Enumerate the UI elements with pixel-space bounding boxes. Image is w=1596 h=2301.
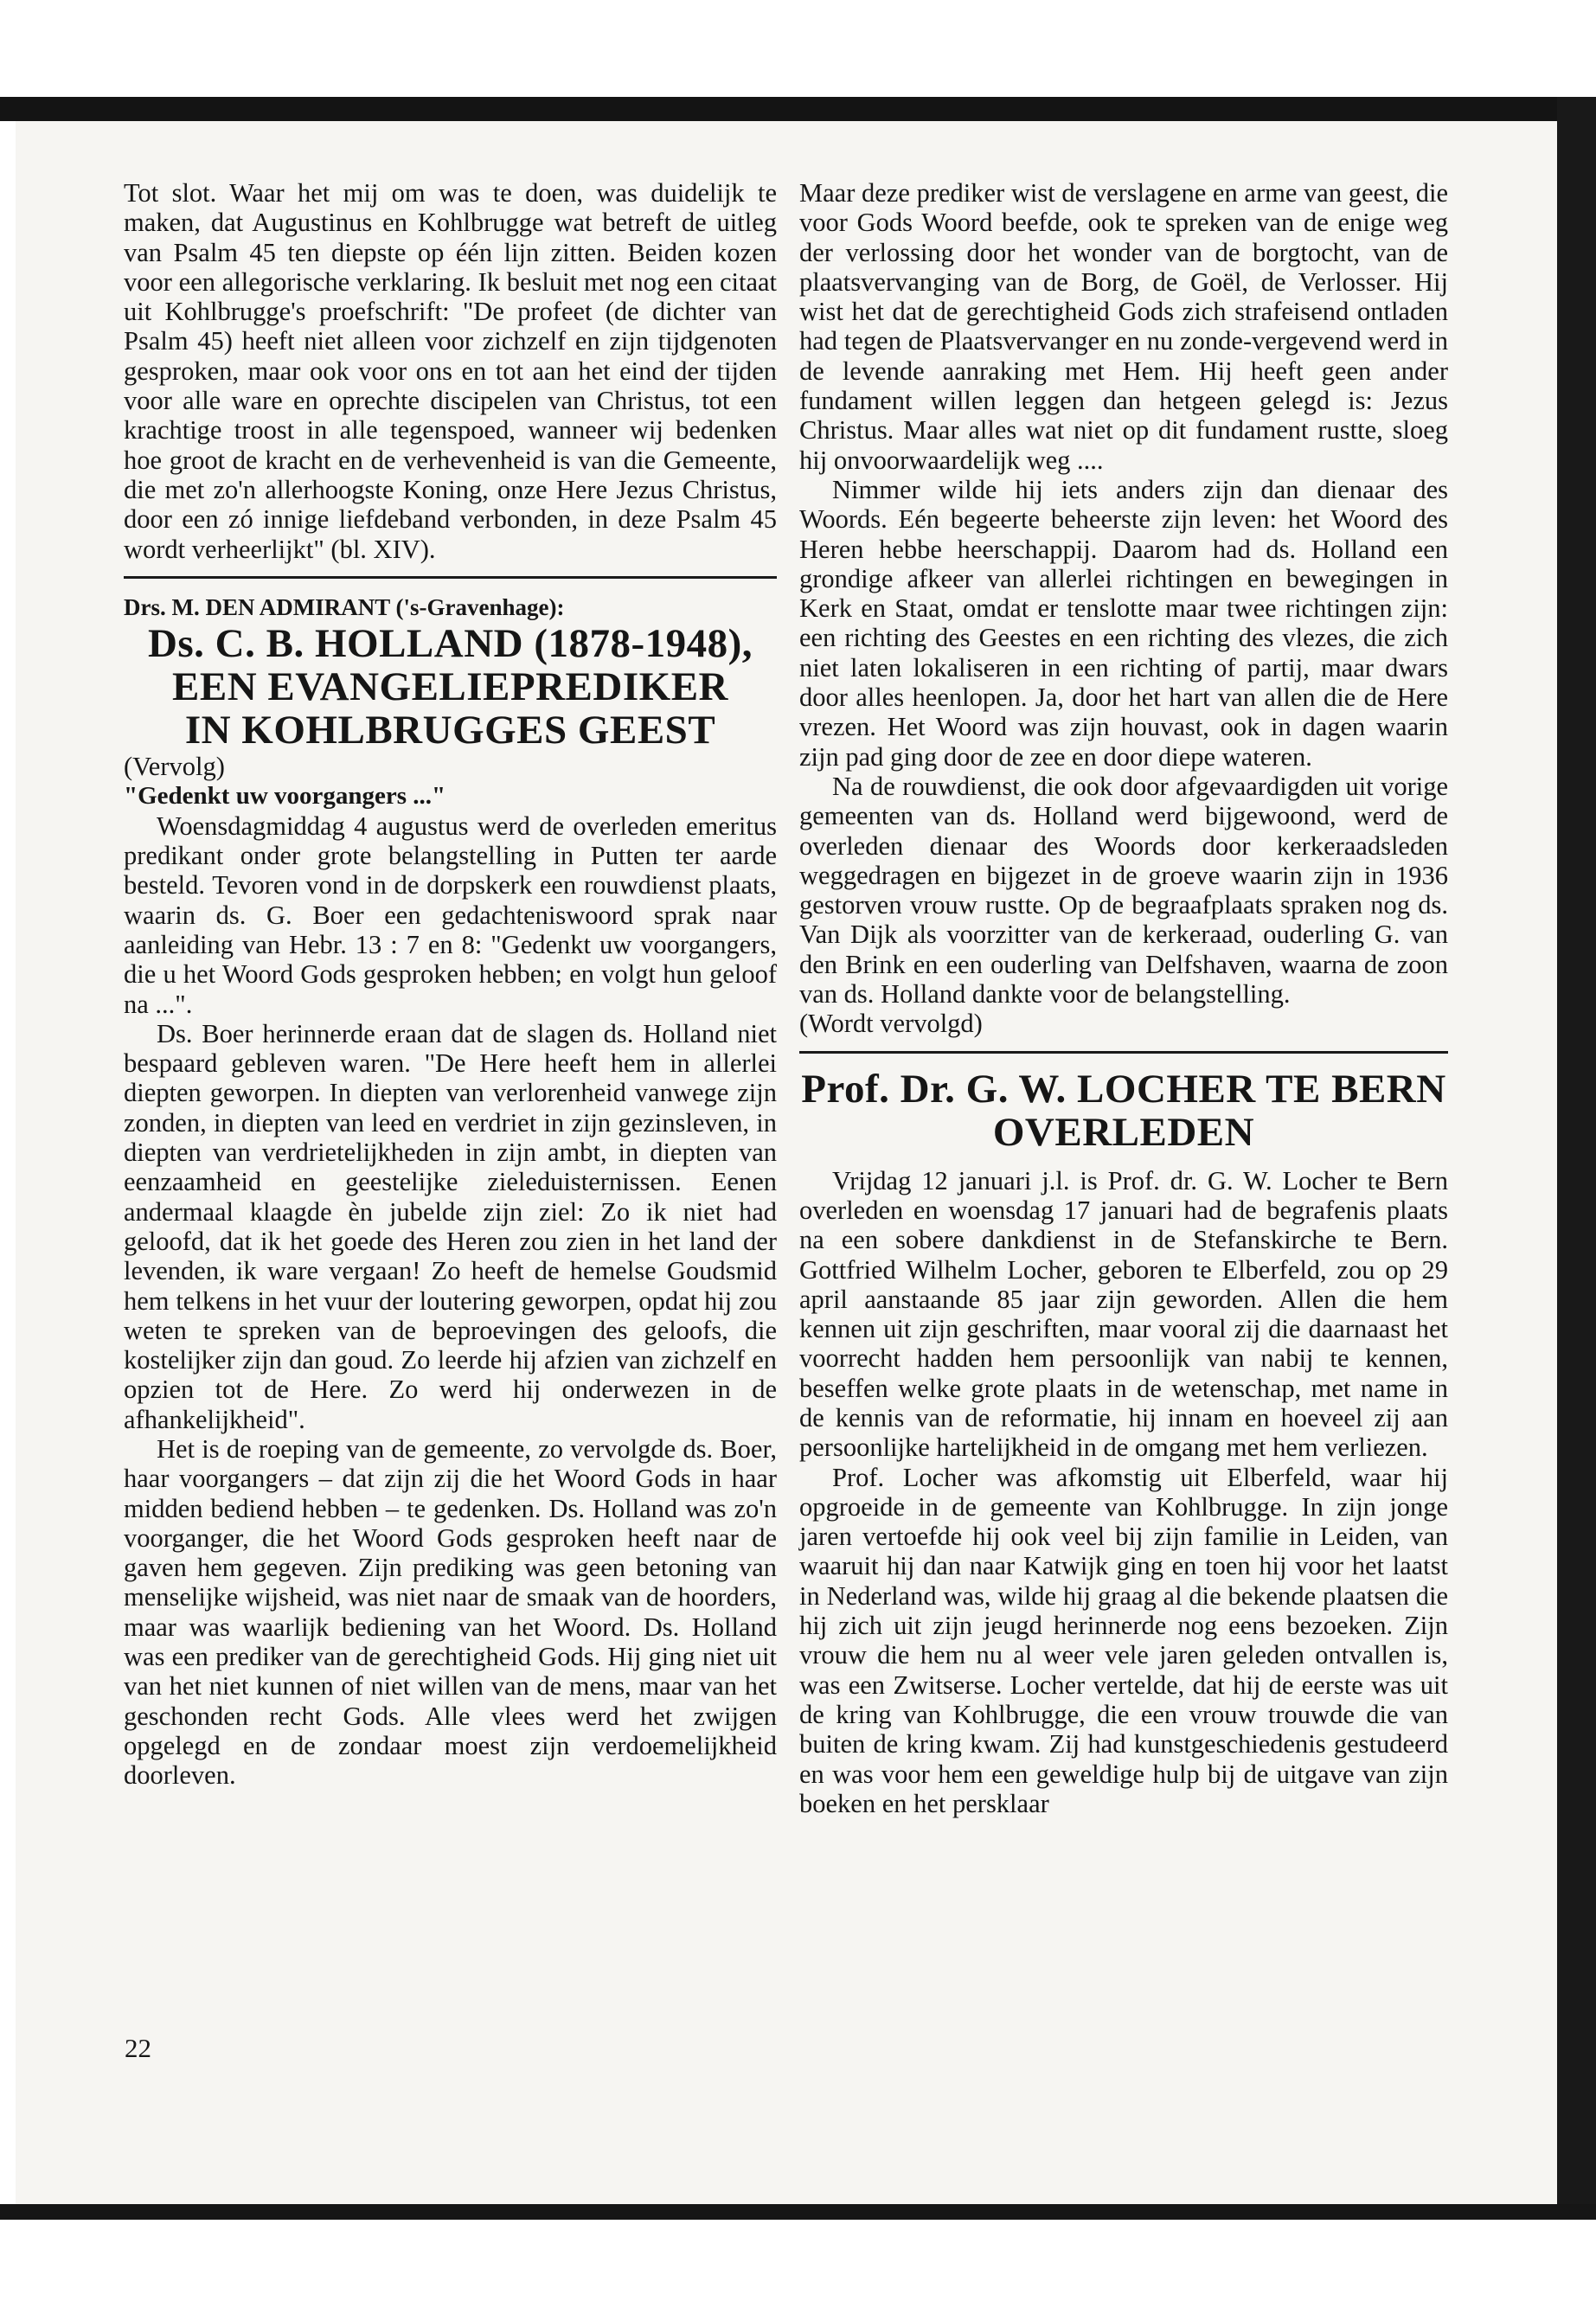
intro-paragraph: Tot slot. Waar het mij om was te doen, was duidelijk te maken, dat Augustinus en Kohlbrugge wat betreft de uitleg van Psalm 45 ten diepste op één lijn zitten. Beiden kozen voor een allegorische verklaring. Ik besluit met nog een citaat uit Kohlbrugge's proefschrift: "De profeet (de dichter van Psalm 45) heeft niet alleen voor zichzelf en zijn tijdgenoten gesproken, maar ook voor ons en tot aan het eind der tijden voor alle ware en oprechte discipelen van Christus, tot een krachtige troost in alle tegenspoed, wanneer wij bedenken hoe groot de kracht en de verhevenheid is van die Gemeente, die met zo'n allerhoogste Koning, onze Here Jezus Christus, door een zó innige liefdeband verbonden, in deze Psalm 45 wordt verheerlijkt" (bl. XIV). [124, 178, 777, 564]
book-page [16, 121, 1557, 2204]
article-subtitle: (Vervolg) [124, 752, 225, 782]
article-title [124, 622, 777, 752]
article-title-line-1: Ds. C. B. HOLLAND (1878-1948), [147, 621, 753, 667]
scan-binding-edge-bottom [0, 2204, 1596, 2220]
body-paragraph: Na de rouwdienst, die ook door afgevaardigden uit vorige gemeenten van ds. Holland werd bijgewoond, werd de overleden dienaar des Woords door kerkeraadsleden weggedragen en bijgezet in de groeve waarin zijn in 1936 gestorven vrouw rustte. Op de begraafplaats spraken nog ds. Van Dijk als voorzitter van de kerkeraad, ouderling G. van den Brink en een ouderling van Delfshaven, waarna de zoon van ds. Holland dankte voor de belangstelling. [799, 771, 1448, 1009]
article-2-title-line-1: Prof. Dr. G. W. LOCHER TE BERN [801, 1066, 1446, 1112]
author-line: Drs. M. DEN ADMIRANT ('s-Gravenhage): [124, 593, 565, 620]
section-divider [799, 1051, 1448, 1054]
body-paragraph: Vrijdag 12 januari j.l. is Prof. dr. G. W. Locher te Bern overleden en woensdag 17 januari had de begrafenis plaats na een sobere dankdienst in de Stefanskirche te Bern. Gottfried Wilhelm Locher, geboren te Elberfeld, zou op 29 april aanstaande 85 jaar zijn geworden. Allen die hem kennen uit zijn geschriften, maar vooral zij die daarnaast het voorrecht hadden hem persoonlijk van nabij te kennen, beseffen welke grote plaats in de wetenschap, met name in de kennis van de reformatie, hij innam en hoeveel zij aan persoonlijke hartelijkheid in de omgang met hem verliezen. [799, 1165, 1448, 1463]
article-2-title-line-2: OVERLEDEN [992, 1109, 1255, 1155]
article-title-line-3: IN KOHLBRUGGES GEEST [184, 708, 716, 753]
body-paragraph: Ds. Boer herinnerde eraan dat de slagen ds. Holland niet bespaard gebleven waren. "De Here heeft hem in allerlei diepten geworpen. In diepten van verlorenheid vanwege zijn zonden, in diepten van leed en verdriet in zijn gezinsleven, in diepten van verdrietelijkheden in zijn ambt, in diepten van eenzaamheid en geestelijke zieleduisternissen. Eenen andermaal klaagde èn jubelde zijn ziel: Zo ik niet had geloofd, dat ik het goede des Heren zou zien in het land der levenden, ik ware vergaan! Zo heeft de hemelse Goudsmid hem telkens in het vuur der loutering geworpen, opdat hij zou weten te spreken van de beproevingen des geloofs, die kostelijker zijn dan goud. Zo leerde hij afzien van zichzelf en opzien tot de Here. Zo werd hij onderwezen in de afhankelijkheid". [124, 1018, 777, 1434]
right-column [799, 178, 1448, 1818]
body-paragraph: Woensdagmiddag 4 augustus werd de overleden emeritus predikant onder grote belangstelling in Putten ter aarde besteld. Tevoren vond in de dorpskerk een rouwdienst plaats, waarin ds. G. Boer een gedachteniswoord sprak naar aanleiding van Hebr. 13 : 7 en 8: "Gedenkt uw voorgangers, die u het Woord Gods gesproken hebben; en volgt hun geloof na ...". [124, 811, 777, 1019]
section-subheading: "Gedenkt uw voorgangers ..." [124, 782, 446, 811]
body-paragraph: Nimmer wilde hij iets anders zijn dan dienaar des Woords. Eén begeerte beheerste zijn leven: het Woord des Heren hebbe heerschappij. Daarom had ds. Holland een grondige afkeer van allerlei richtingen en bewegingen in Kerk en Staat, omdat er tenslotte maar twee richtingen zijn: een richting des Geestes en een richting des vlezes, die zich niet laten lokaliseren in een richting of partij, maar dwars door alles heenlopen. Ja, door het hart van allen die de Here vrezen. Het Woord was zijn houvast, ook in dagen waarin zijn pad ging door de zee en door diepe wateren. [799, 474, 1448, 772]
scan-top-margin [0, 0, 1596, 97]
left-column [124, 178, 777, 1791]
body-paragraph: Prof. Locher was afkomstig uit Elberfeld, waar hij opgroeide in de gemeente van Kohlbrugge. In zijn jonge jaren vertoefde hij ook veel bij zijn familie in Leiden, van waaruit hij dan naar Katwijk ging en toen hij voor het laatst in Nederland was, wilde hij graag al die bekende plaatsen die hij zich uit zijn jeugd herinnerde nog eens bezoeken. Zijn vrouw die hem nu al weer vele jaren geleden ontvallen is, was een Zwitserse. Locher vertelde, dat hij de eerste was uit de kring van Kohlbrugge, die een vrouw trouwde die van buiten de kring kwam. Zij had kunstgeschiedenis gestudeerd en was voor hem een geweldige hulp bij de uitgave van zijn boeken en het persklaar [799, 1462, 1448, 1818]
scan-binding-edge-right [1557, 97, 1596, 2216]
body-paragraph: Het is de roeping van de gemeente, zo vervolgde ds. Boer, haar voorgangers – dat zijn zij die het Woord Gods in haar midden bediend hebben – te gedenken. Ds. Holland was zo'n voorganger, die het Woord Gods gesproken heeft naar de gaven hem gegeven. Zijn prediking was geen betoning van menselijke wijsheid, was niet naar de smaak van de hoorders, maar was waarlijk bediening van het Woord. Ds. Holland was een prediker van de gerechtigheid Gods. Hij ging niet uit van het niet kunnen of niet willen van de mens, maar van het geschonden recht Gods. Alle vlees werd het zwijgen opgelegd en de zondaar moest zijn verdoemelijkheid doorleven. [124, 1433, 777, 1791]
section-divider [124, 576, 777, 579]
body-paragraph: Maar deze prediker wist de verslagene en arme van geest, die voor Gods Woord beefde, ook te spreken van de enige weg der verlossing door het wonder van de borgtocht, van de plaatsvervanging van de Borg, de Goël, de Verlosser. Hij wist het dat de gerechtigheid Gods zich strafeisend ontladen had tegen de Plaatsvervanger en nu zonde-vergevend werd in de levende aanraking met Hem. Hij heeft geen ander fundament willen leggen dan hetgeen gelegd is: Jezus Christus. Maar alles wat niet op dit fundament rustte, sloeg hij onvoorwaardelijk weg .... [799, 178, 1448, 475]
scan-binding-edge-top [0, 97, 1596, 121]
page-number: 22 [125, 2033, 151, 2063]
article-title-line-2: EEN EVANGELIEPREDIKER [172, 664, 728, 710]
to-be-continued-note: (Wordt vervolgd) [799, 1009, 983, 1039]
article-2-title [799, 1067, 1448, 1154]
